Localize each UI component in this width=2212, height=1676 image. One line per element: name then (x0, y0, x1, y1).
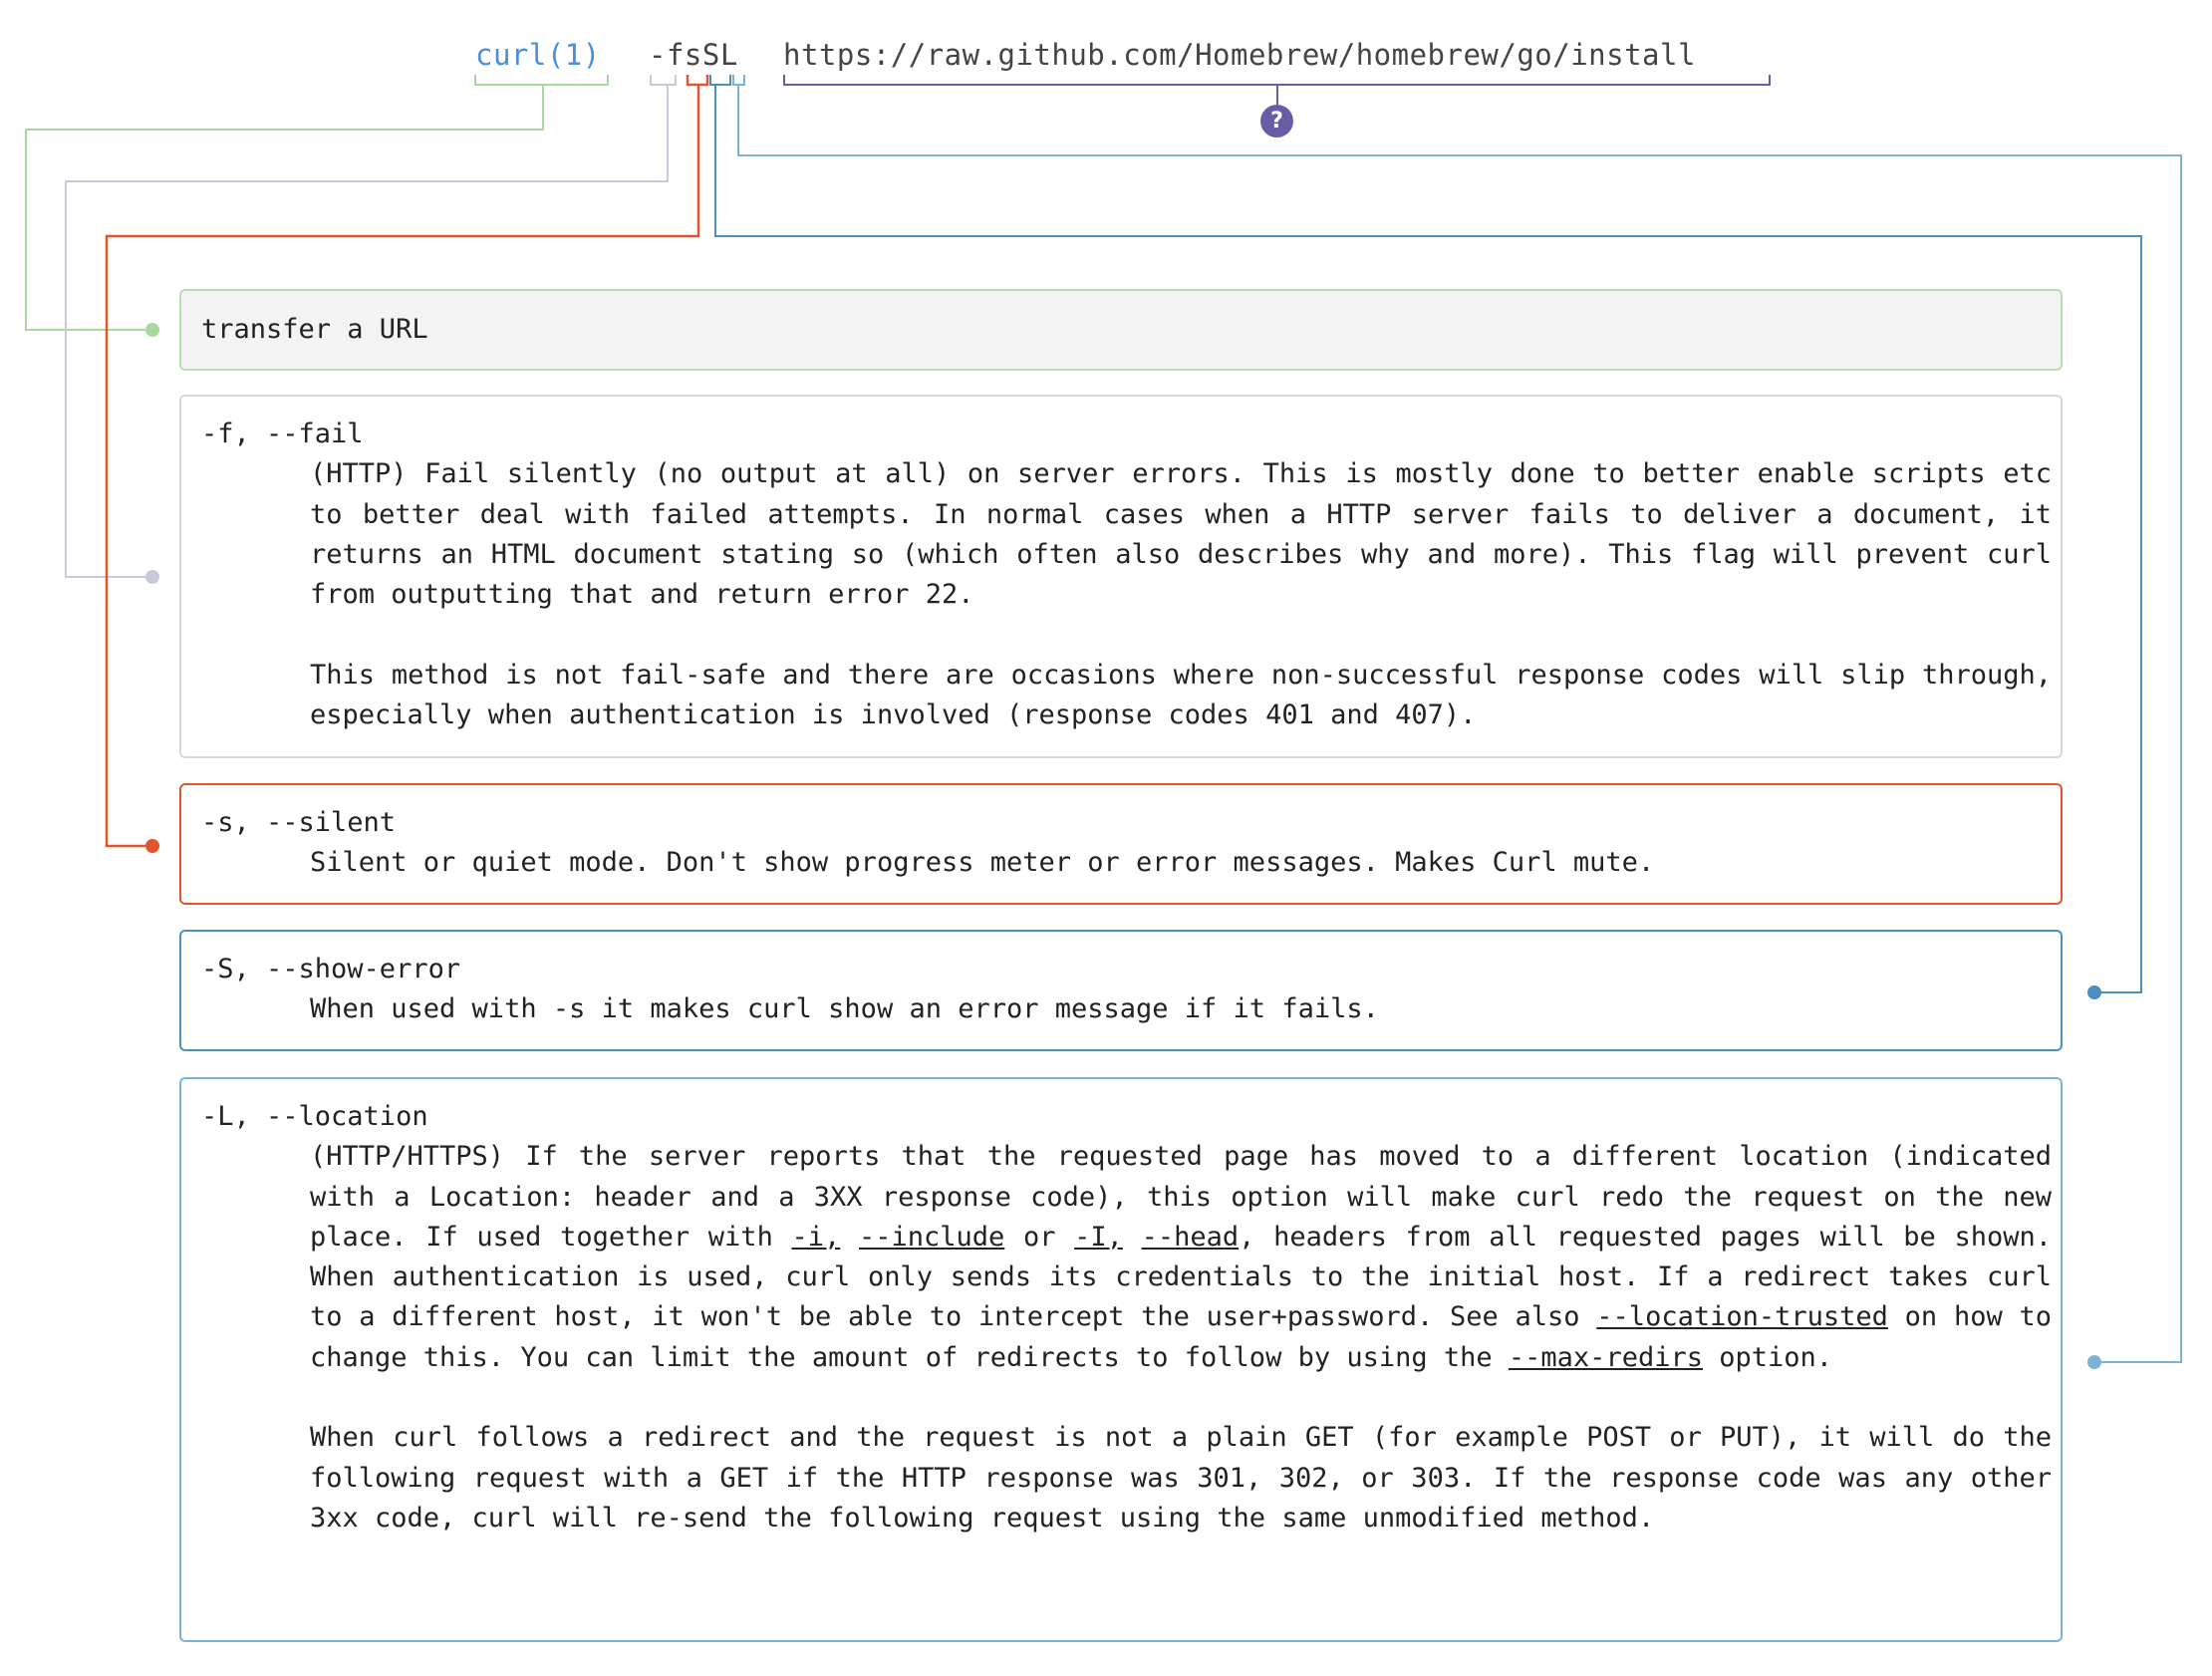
command-url[interactable]: https://raw.github.com/Homebrew/homebrew/go/install (783, 38, 1696, 72)
link-I[interactable]: -I, (1074, 1221, 1123, 1253)
fail-paragraph-2: This method is not fail-safe and there are occasions where non-successful response codes will slip through, especially when authentication is involved (response codes 401 and 407). (310, 659, 2052, 731)
bracket-url (784, 75, 1770, 85)
help-box-fail (179, 395, 2063, 758)
silent-description (310, 843, 2052, 883)
connector-url (784, 75, 1770, 105)
location-text (840, 1222, 859, 1253)
silent-paragraph: Silent or quiet mode. Don't show progress meter or error messages. Makes Curl mute. (310, 847, 1655, 879)
location-description (310, 1137, 2052, 1538)
dot-S (2087, 985, 2101, 999)
location-text: (HTTP/HTTPS) If the server reports that the requested page has moved to a different location (indicated with a Location: header and a 3XX response code), this option will make curl redo the request on the new place. If used together with (310, 1141, 2052, 1253)
help-box-show-error (179, 930, 2063, 1051)
link-include[interactable]: --include (858, 1221, 1005, 1253)
fail-paragraph-1: (HTTP) Fail silently (no output at all) on server errors. This is mostly done to better enable scripts etc to better deal with failed attempts. In normal cases when a HTTP server fails to deliver a document, it returns an HTML document stating so (which often also describes why and more). This flag will prevent curl from outputting that and return error 22. (310, 458, 2052, 611)
show-error-paragraph: When used with -s it makes curl show an error message if it fails. (310, 993, 1379, 1025)
link-head[interactable]: --head (1141, 1221, 1240, 1253)
location-text: option. (1702, 1341, 1833, 1373)
bracket-L (733, 75, 744, 85)
bracket-curl (475, 75, 608, 85)
location-text: , headers from all requested pages will be shown. When authentication is used, curl only sends its credentials to the initial host. If a redirect takes curl to a different host, it won't be able to intercept the user+password. See also (310, 1221, 2053, 1333)
show-error-flag-label: -S, --show-error (201, 954, 461, 984)
fail-description (310, 454, 2052, 735)
dot-f (145, 570, 159, 584)
location-paragraph-1 (310, 1137, 2052, 1378)
bracket-S (710, 75, 730, 85)
link-max-redirs[interactable]: --max-redirs (1508, 1341, 1703, 1373)
link-i[interactable]: -i, (791, 1221, 841, 1253)
link-location-trusted[interactable]: --location-trusted (1596, 1301, 1888, 1333)
bracket-f (651, 75, 676, 85)
fail-flag-label: -f, --fail (201, 419, 364, 449)
command-options[interactable]: -fsSL (649, 38, 738, 72)
location-paragraph-2: When curl follows a redirect and the request is not a plain GET (for example POST or PUT), it will do the following request with a GET if the HTTP response was 301, 302, or 303. If the response code was any other 3xx code, curl will re-send the following request using the same unmodified method. (310, 1422, 2052, 1534)
command-program[interactable]: curl(1) (475, 38, 601, 72)
silent-flag-label: -s, --silent (201, 807, 397, 838)
show-error-description (310, 989, 2052, 1029)
help-box-location (179, 1077, 2063, 1642)
question-mark-icon[interactable]: ? (1260, 105, 1293, 138)
curl-description: transfer a URL (201, 314, 428, 345)
help-box-curl (179, 289, 2063, 371)
dot-s (145, 839, 159, 853)
dot-curl (145, 323, 159, 337)
location-text: on how to change this. You can limit the amount of redirects to follow by using the (310, 1301, 2052, 1373)
location-text: or (1004, 1221, 1075, 1253)
location-text (1123, 1222, 1142, 1253)
help-box-silent (179, 783, 2063, 905)
location-flag-label: -L, --location (201, 1101, 428, 1132)
bracket-s (688, 75, 707, 85)
dot-L (2087, 1355, 2101, 1369)
